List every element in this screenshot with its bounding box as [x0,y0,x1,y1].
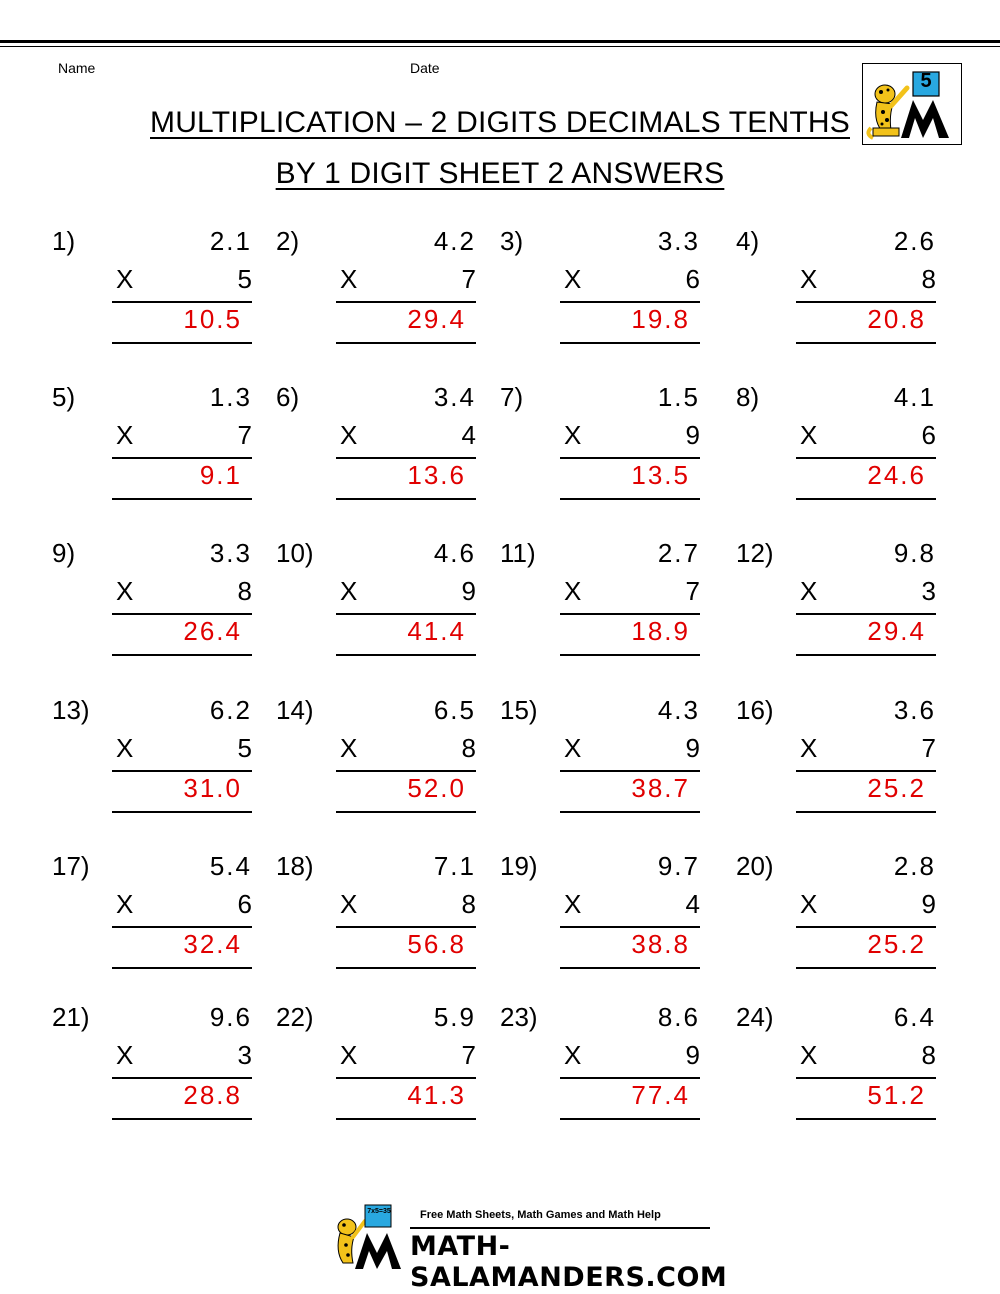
answer: 51.2 [867,1080,926,1110]
multiplier: 8 [461,733,476,763]
answer-rule [560,967,700,969]
times-sign: X [564,889,582,919]
answer-rule [560,498,700,500]
multiplier: 4 [685,889,700,919]
problem-rule [112,613,252,615]
answer-rule [796,1118,936,1120]
multiplicand: 2.7 [657,538,700,568]
multiplicand: 9.7 [657,851,700,881]
problem-number: 18) [276,851,314,881]
answer: 32.4 [183,929,242,959]
answer: 19.8 [631,304,690,334]
problem-number: 2) [276,226,300,256]
answer: 10.5 [183,304,242,334]
problem-4 [736,226,936,356]
times-sign: X [340,420,358,450]
problem-rule [796,457,936,459]
problem-rule [112,770,252,772]
salamander-logo-icon [863,64,961,143]
answer-rule [112,967,252,969]
problem-rule [796,301,936,303]
multiplier: 5 [237,733,252,763]
problem-3 [500,226,700,356]
problem-rule [560,301,700,303]
answer: 25.2 [867,773,926,803]
multiplier: 6 [237,889,252,919]
problem-number: 16) [736,695,774,725]
answer-rule [560,342,700,344]
title-line-2: BY 1 DIGIT SHEET 2 ANSWERS [275,157,725,190]
problem-24 [736,1002,936,1132]
answer: 13.5 [631,460,690,490]
problem-number: 4) [736,226,760,256]
problem-12 [736,538,936,668]
answer: 77.4 [631,1080,690,1110]
multiplier: 7 [461,1040,476,1070]
problem-rule [112,926,252,928]
problem-16 [736,695,936,825]
times-sign: X [564,420,582,450]
problem-11 [500,538,700,668]
multiplier: 7 [921,733,936,763]
multiplicand: 4.3 [657,695,700,725]
footer-logo [325,1203,728,1293]
answer-rule [112,498,252,500]
times-sign: X [116,576,134,606]
times-sign: X [340,576,358,606]
times-sign: X [800,264,818,294]
problem-17 [52,851,252,981]
multiplier: 4 [461,420,476,450]
answer: 29.4 [407,304,466,334]
multiplicand: 3.3 [657,226,700,256]
answer-rule [336,1118,476,1120]
problem-number: 10) [276,538,314,568]
answer-rule [796,967,936,969]
problem-20 [736,851,936,981]
name-label: Name [58,60,96,76]
answer: 56.8 [407,929,466,959]
multiplicand: 6.4 [893,1002,936,1032]
times-sign: X [564,733,582,763]
problem-number: 13) [52,695,90,725]
multiplicand: 9.8 [893,538,936,568]
multiplier: 7 [461,264,476,294]
multiplicand: 2.1 [209,226,252,256]
top-rule [0,40,1000,43]
problem-rule [796,770,936,772]
problem-rule [112,457,252,459]
problem-number: 20) [736,851,774,881]
problem-rule [112,1077,252,1079]
answer-rule [336,654,476,656]
times-sign: X [564,264,582,294]
multiplicand: 7.1 [433,851,476,881]
answer: 29.4 [867,616,926,646]
problem-21 [52,1002,252,1132]
problem-number: 11) [500,538,536,568]
footer-badge-text: 7x5=35 [367,1208,391,1215]
answer: 28.8 [183,1080,242,1110]
problem-rule [560,457,700,459]
multiplicand: 5.4 [209,851,252,881]
title-line-1: MULTIPLICATION – 2 DIGITS DECIMALS TENTHS [150,106,850,139]
problem-6 [276,382,476,512]
problem-2 [276,226,476,356]
problem-number: 8) [736,382,760,412]
answer-rule [796,342,936,344]
answer-rule [560,811,700,813]
problem-rule [796,613,936,615]
problem-18 [276,851,476,981]
multiplicand: 8.6 [657,1002,700,1032]
multiplier: 8 [921,264,936,294]
multiplier: 8 [921,1040,936,1070]
date-label: Date [410,60,440,76]
answer: 18.9 [631,616,690,646]
answer-rule [112,1118,252,1120]
multiplier: 3 [237,1040,252,1070]
multiplier: 6 [685,264,700,294]
problem-rule [336,926,476,928]
problem-23 [500,1002,700,1132]
page-title [0,106,1000,140]
problem-number: 21) [52,1002,90,1032]
answer-rule [112,811,252,813]
times-sign: X [116,733,134,763]
problem-15 [500,695,700,825]
times-sign: X [340,264,358,294]
problem-13 [52,695,252,825]
answer: 9.1 [199,460,242,490]
times-sign: X [564,1040,582,1070]
grade-logo [862,63,962,145]
problem-14 [276,695,476,825]
multiplier: 9 [921,889,936,919]
problem-number: 23) [500,1002,538,1032]
problem-22 [276,1002,476,1132]
times-sign: X [800,1040,818,1070]
answer-rule [796,811,936,813]
problem-5 [52,382,252,512]
answer-rule [336,342,476,344]
answer-rule [336,811,476,813]
multiplicand: 6.5 [433,695,476,725]
problem-number: 6) [276,382,300,412]
times-sign: X [800,576,818,606]
problem-rule [560,613,700,615]
multiplicand: 2.8 [893,851,936,881]
times-sign: X [800,420,818,450]
multiplier: 3 [921,576,936,606]
problem-rule [560,1077,700,1079]
multiplicand: 1.3 [209,382,252,412]
multiplicand: 5.9 [433,1002,476,1032]
times-sign: X [340,889,358,919]
problem-10 [276,538,476,668]
multiplicand: 4.6 [433,538,476,568]
answer: 20.8 [867,304,926,334]
multiplier: 8 [461,889,476,919]
multiplier: 5 [237,264,252,294]
problem-number: 3) [500,226,524,256]
multiplier: 7 [685,576,700,606]
problem-rule [336,770,476,772]
footer-tagline: Free Math Sheets, Math Games and Math Help [420,1209,661,1221]
problem-number: 1) [52,226,76,256]
problem-rule [336,301,476,303]
problem-number: 17) [52,851,90,881]
answer: 41.3 [407,1080,466,1110]
multiplicand: 9.6 [209,1002,252,1032]
problem-number: 9) [52,538,76,568]
multiplicand: 4.1 [893,382,936,412]
multiplicand: 2.6 [893,226,936,256]
problem-1 [52,226,252,356]
times-sign: X [116,889,134,919]
answer-rule [112,654,252,656]
page-subtitle [0,157,1000,191]
top-rule-thin [0,46,1000,47]
multiplier: 9 [685,420,700,450]
multiplicand: 1.5 [657,382,700,412]
multiplicand: 3.3 [209,538,252,568]
answer: 13.6 [407,460,466,490]
footer-site: MATH-SALAMANDERS.COM [410,1231,728,1293]
answer: 38.7 [631,773,690,803]
problem-rule [336,457,476,459]
problem-number: 14) [276,695,314,725]
problem-number: 22) [276,1002,314,1032]
problem-7 [500,382,700,512]
answer: 31.0 [183,773,242,803]
grade-number: 5 [920,70,932,92]
times-sign: X [116,1040,134,1070]
problem-number: 19) [500,851,538,881]
multiplier: 8 [237,576,252,606]
problem-8 [736,382,936,512]
problem-number: 24) [736,1002,774,1032]
times-sign: X [800,733,818,763]
problem-9 [52,538,252,668]
problem-number: 7) [500,382,524,412]
problem-rule [796,1077,936,1079]
problem-number: 15) [500,695,538,725]
times-sign: X [564,576,582,606]
answer-rule [112,342,252,344]
times-sign: X [340,733,358,763]
problem-rule [796,926,936,928]
multiplier: 9 [461,576,476,606]
answer-rule [796,654,936,656]
answer: 41.4 [407,616,466,646]
multiplicand: 4.2 [433,226,476,256]
multiplier: 9 [685,1040,700,1070]
answer-rule [336,498,476,500]
problem-rule [560,770,700,772]
multiplicand: 6.2 [209,695,252,725]
answer-rule [560,654,700,656]
times-sign: X [800,889,818,919]
answer: 24.6 [867,460,926,490]
multiplier: 7 [237,420,252,450]
problem-number: 12) [736,538,774,568]
multiplier: 9 [685,733,700,763]
answer-rule [336,967,476,969]
multiplicand: 3.4 [433,382,476,412]
answer-rule [796,498,936,500]
problem-rule [336,613,476,615]
problem-rule [112,301,252,303]
times-sign: X [116,264,134,294]
multiplicand: 3.6 [893,695,936,725]
problem-rule [560,926,700,928]
multiplier: 6 [921,420,936,450]
times-sign: X [116,420,134,450]
problem-rule [336,1077,476,1079]
times-sign: X [340,1040,358,1070]
answer-rule [560,1118,700,1120]
answer: 38.8 [631,929,690,959]
answer: 52.0 [407,773,466,803]
problem-number: 5) [52,382,76,412]
problem-19 [500,851,700,981]
answer: 26.4 [183,616,242,646]
answer: 25.2 [867,929,926,959]
